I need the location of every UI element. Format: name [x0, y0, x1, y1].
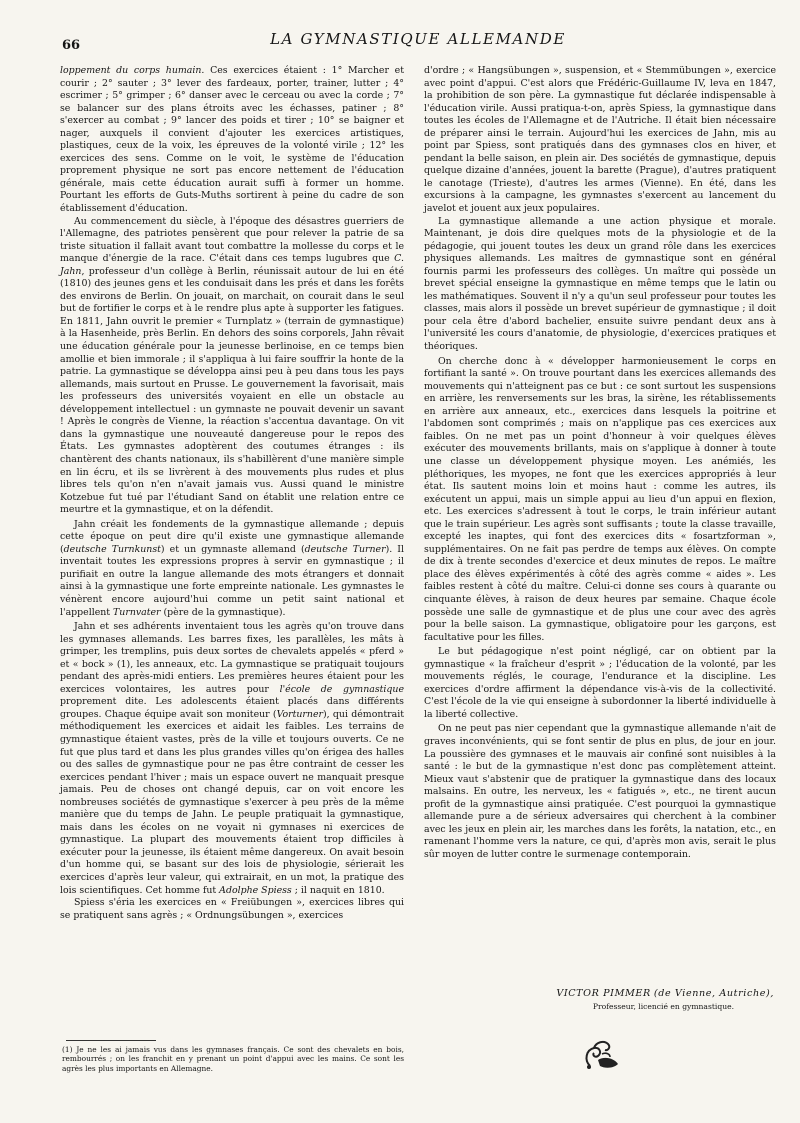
author-signature — [424, 988, 774, 1011]
author-affiliation: (de Vienne, Autriche), — [653, 988, 774, 999]
paragraph: Spiess s'éria les exercices en « Freiübungen », exercices libres qui se pratiquent sans agrès ; « Ordnungsübungen », exercices — [60, 897, 404, 921]
footnote: (1) Je ne les ai jamais vus dans les gymnases français. Ce sont des chevalets en bois, rembourrés ; on les franchit en y prenant un point d'appui avec les mains. Ce sont les agrès les plus importants en Allemagne. — [62, 1045, 404, 1073]
running-title: LA GYMNASTIQUE ALLEMANDE — [270, 30, 566, 48]
fleuron-ornament-icon — [580, 1038, 624, 1072]
italic-name: C. Jahn — [60, 253, 404, 277]
paragraph: loppement du corps humain. Ces exercices étaient : 1° Marcher et courir ; 2° sauter ; 3° lever des fardeaux, porter, trainer, lutter ; 4° escrimer ; 5° grimper ; 6° danser avec le cerceau ou avec la corde ; 7° se balancer sur des plans étroits avec les échasses, patiner ; 8° s'exercer au combat ; 9° lancer des poids et tirer ; 10° se baigner et nager, auxquels il convient d'ajouter les exercices artistiques, plastiques, ceux de la voix, les épreuves de la volonté virile ; 12° les exercices des sens. Comme on le voit, le système de l'éducation proprement physique ne sort pas encore nettement de l'éducation générale, mais cette éducation aurait suffi à former un homme. Pourtant les efforts de Guts-Muths sortirent à peine du cadre de son établissement d'éducation. — [60, 65, 404, 215]
paragraph: Jahn et ses adhérents inventaient tous les agrès qu'on trouve dans les gymnases allemands. Les barres fixes, les parallèles, les mâts à grimper, les tremplins, puis deux sortes de chevalets appelés « pferd » et « bock » (1), les anneaux, etc. La gymnastique se pratiquait toujours pendant des après-midi entiers. Les premières heures étaient pour les exercices volontaires, les autres pour l'école de gymnastique proprement dite. Les adolescents étaient placés dans différents groupes. Chaque équipe avait son moniteur (Vorturner), qui démontrait méthodiquement les exercices et aidait les faibles. Les terrains de gymnastique étaient vastes, près de la ville et toujours ouverts. Ce ne fut que plus tard et dans les plus grandes villes qu'on érigea des halles ou des salles de gymnastique pour ne pas être contraint de cesser les exercices pendant l'hiver ; mais un espace ouvert ne manquait presque jamais. Peu de choses ont changé depuis, car on voit encore les nombreuses sociétés de gymnastique s'exercer à peu près de la même manière que du temps de Jahn. Le peuple pratiquait la gymnastique, mais dans les écoles on ne voyait ni gymnases ni exercices de gymnastique. La plupart des mouvements étaient trop difficiles à exécuter pour la jeunesse, ils étaient même dangereux. On avait besoin d'un homme qui, se basant sur des lois de physiologie, sérierait les exercices d'après leur valeur, qui extrairait, en un mot, la pratique des lois scientifiques. Cet homme fut Adolphe Spiess ; il naquit en 1810. — [60, 621, 404, 896]
left-column — [60, 65, 404, 922]
page-number: 66 — [62, 38, 81, 53]
paragraph: On cherche donc à « développer harmonieusement le corps en fortifiant la santé ». On trouve pourtant dans les exercices allemands des mouvements qui n'atteignent pas ce but : ce sont surtout les suspensions en arrière, les renversements sur les bras, la sirène, les rétablissements en arrière aux anneaux, etc., exercices dans lesquels la poitrine et l'abdomen sont comprimés ; mais on n'applique pas ces exercices aux faibles. On ne met pas un point d'honneur à voir quelques élèves exécuter des mouvements brillants, mais on s'applique à donner à toute une classe un développement physique moyen. Les anémiés, les pléthoriques, les myopes, ne font que les exercices appropriés à leur état. Ils sautent moins loin et moins haut : comme les autres, ils exécutent un appui, mais un simple appui au lieu d'un appui en flexion, etc. Les exercices s'adressent à tout le corps, le train inférieur autant que le train supérieur. Les agrès sont suffisants ; toute la classe travaille, excepté les inaptes, qui font des exercices dits « fosartzforman », supplémentaires. On ne fait pas perdre de temps aux élèves. On compte de dix à trente secondes d'exercice et deux minutes de repos. Le maître place des élèves expérimentés à côté des agrès comme « aides ». Les faibles restent à côté du maître. Celui-ci donne ses cours à quarante ou cinquante élèves, à raison de deux heures par semaine. Chaque école possède une salle de gymnastique et de plus une cour avec des agrès pour la belle saison. La gymnastique, obligatoire pour les garçons, est facultative pour les filles. — [424, 355, 776, 643]
paragraph: d'ordre ; « Hangsübungen », suspension, et « Stemmübungen », exercice avec point d'appui. C'est alors que Frédéric-Guillaume IV, leva en 1847, la prohibition de son père. La gymnastique fut déclarée indispensable à l'éducation virile. Aussi pratiqua-t-on, après Spiess, la gymnastique dans toutes les écoles de l'Allemagne et de l'Autriche. Il était bien nécessaire de préparer ainsi le terrain. Aujourd'hui les exercices de Jahn, mis au point par Spiess, sont pratiqués dans des gymnases clos en hiver, et pendant la belle saison, en plein air. Des sociétés de gymnastique, depuis quelque dizaine d'années, jouent la barette (Prague), d'autres pratiquent le canotage (Trieste), d'autres les armes (Vienne). En été, dans les excursions à la campagne, les gymnastes s'exercent au lancement du javelot et jouent aux jeux populaires. — [424, 65, 776, 215]
paragraph: On ne peut pas nier cependant que la gymnastique allemande n'ait de graves inconvénients, qui se font sentir de plus en plus, de jour en jour. La poussière des gymnases et le mauvais air confiné sont nuisibles à la santé : le but de la gymnastique n'est donc pas complètement atteint. Mieux vaut s'abstenir que de pratiquer la gymnastique dans des locaux malsains. En outre, les nerveux, les « fatigués », etc., ne tirent aucun profit de la gymnastique ainsi pratiquée. C'est pourquoi la gymnastique allemande pure a de sérieux adversaires qui cherchent à la combiner avec les jeux en plein air, les marches dans les forêts, la natation, etc., en ramenant l'homme vers la nature, ce qui, d'après mon avis, serait le plus sûr moyen de lutter contre le surmenage contemporain. — [424, 723, 776, 860]
author-name: VICTOR PIMMER — [556, 988, 651, 999]
footnote-divider — [66, 1040, 156, 1041]
italic-phrase: loppement du corps humain. — [60, 65, 205, 76]
paragraph: Jahn créait les fondements de la gymnastique allemande ; depuis cette époque on peut dire qu'il existe une gymnastique allemande (deutsche Turnkunst) et un gymnaste allemand (deutsche Turner). Il inventait toutes les expressions propres à servir en gymnastique ; il purifiait en outre la langue allemande des mots étrangers et donnait ainsi à la gymnastique une forte empreinte nationale. Les gymnastes le vénèrent encore aujourd'hui comme un petit saint national et l'appellent Turnvater (père de la gymnastique). — [60, 518, 404, 618]
paragraph: Le but pédagogique n'est point négligé, car on obtient par la gymnastique « la fraîcheur d'esprit » ; l'éducation de la volonté, par les mouvements réglés, le courage, l'endurance et la discipline. Les exercices d'ordre affirment la dépendance vis-à-vis de la collectivité. C'est l'école de la vie qui enseigne à subordonner la liberté individuelle à la liberté collective. — [424, 646, 776, 720]
paragraph: La gymnastique allemande a une action physique et morale. Maintenant, je dois dire quelques mots de la physiologie et de la pédagogie, qui jouent toutes les deux un grand rôle dans les exercices physiques allemands. Les maîtres de gymnastique sont en général fournis parmi les professeurs des collèges. Un maître qui possède un brevet spécial enseigne la gymnastique en même temps que le latin ou les mathématiques. Souvent il n'y a qu'un seul professeur pour toutes les classes, mais alors il possède un brevet supérieur de gymnastique ; il doit pour cela être d'abord bachelier, ensuite suivre pendant deux ans à l'université les cours d'anatomie, de physiologie, d'exercices pratiques et théoriques. — [424, 215, 776, 353]
right-column — [424, 65, 776, 861]
paragraph: Au commencement du siècle, à l'époque des désastres guerriers de l'Allemagne, des patriotes pensèrent que pour relever la patrie de sa triste situation il fallait avant tout combattre la mollesse du corps et le manque d'énergie de la race. C'était dans ces temps lugubres que C. Jahn, professeur d'un collège à Berlin, réunissait autour de lui en été (1810) des jeunes gens et les conduisait dans les prés et dans les forêts des environs de Berlin. On jouait, on marchait, on courait dans le seul but de fortifier le corps et à le rendre plus apte à supporter les fatigues. En 1811, Jahn ouvrit le premier « Turnplatz » (terrain de gymnastique) à la Hasenheide, près Berlin. En dehors des soins corporels, Jahn rêvait une éducation générale pour la jeunesse berlinoise, en ce temps bien amollie et bien immorale ; il s'appliqua à lui faire souffrir la honte de la patrie. La gymnastique se développa ainsi peu à peu dans tous les pays allemands, mais surtout en Prusse. Le gouvernement la favorisait, mais les professeurs des universités voyaient en elle un obstacle au développement intellectuel : un gymnaste ne pouvait devenir un savant ! Après le congrès de Vienne, la réaction s'accentua davantage. On vit dans la gymnastique une nouveauté dangereuse pour le repos des États. Les gymnastes adoptèrent des coutumes étranges : ils chantèrent des chants nationaux, ils s'habillèrent d'une manière simple en lin écru, et ils se livrèrent à des mouvements plus rudes et plus libres tels qu'on n'en n'avait jamais vus. Aussi quand le ministre Kotzebue fut tué par l'étudiant Sand on établit une relation entre ce meurtre et la gymnastique, et on la défendit. — [60, 215, 404, 516]
author-role: Professeur, licencié en gymnastique. — [592, 1002, 734, 1011]
